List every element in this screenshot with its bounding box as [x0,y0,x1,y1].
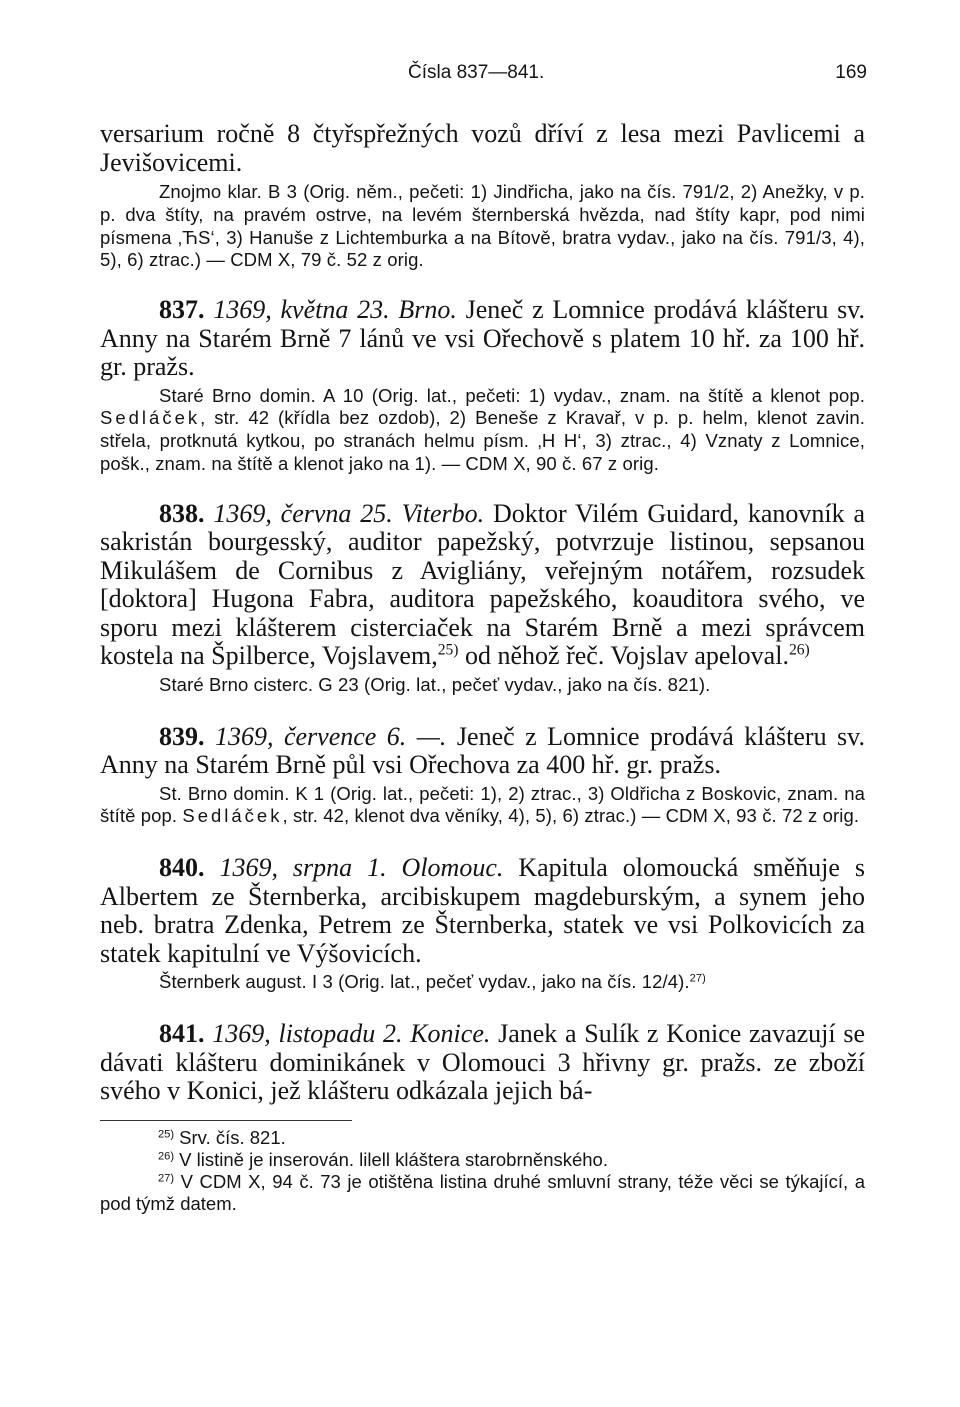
entry-regest: Janek a Sulík z Konice zavazují se dávati klášteru dominikánek v Olomouci 3 hřivny gr. pražs. ze zboží svého v Konici, jež klášteru odkázala jejich bá- [100,1019,866,1106]
continuation-block [100,120,865,272]
note-part: Šternberk august. I 3 (Orig. lat., pečeť vydav., jako na čís. 12/4). [159,971,690,993]
footnote-26 [100,1149,865,1171]
note-part: Staré Brno domin. A 10 (Orig. lat., pečeti: 1) vydav., znam. na štítě a klenot pop. [159,384,865,406]
footnote-mark: 25) [158,1127,175,1140]
entry-date: 1369, srpna 1. Olomouc. [219,853,504,883]
entry-number: 837. [159,295,205,325]
entry-date: 1369, listopadu 2. Konice. [212,1019,491,1049]
entry-date: 1369, července 6. —. [214,721,447,751]
note-author: Sedláček [182,805,283,827]
continuation-text: versarium ročně 8 čtyřspřežných vozů dříví z lesa mezi Pavlicemi a Jevišovicemi. [100,119,865,177]
footnote-ref[interactable]: 27) [689,972,706,985]
entry-number: 841. [159,1019,205,1049]
footnote-mark: 26) [158,1149,175,1162]
continuation-source-note: Znojmo klar. B 3 (Orig. něm., pečeti: 1) Jindřicha, jako na čís. 791/2, 2) Anežky, v p. p. dva štíty, na pravém ostrve, na levém šternberská hvězda, nad štíty kapr, pod nimi písmena ‚ЋS‘, 3) Hanuše z Lichtemburka a na Bítově, bratra vydav., jako na čís. 791/3, 4), 5), 6) ztrac.) — CDM X, 79 č. 52 z orig. [100,181,865,271]
entry-text [100,1020,865,1106]
entry-number: 838. [159,498,205,528]
entry-regest: Doktor Vilém Guidard, kanovník a sakristán bourgesský, auditor papežský, potvrzuje listinou, sepsanou Mikulášem de Cornibus z Avigliány, veřejným notářem, rozsudek [doktora] Hugona Fabra, auditora papežského, koauditora svého, ve sporu mezi klášterem cisterciaček na Starém Brně a mezi správcem kostela na Špilberce, Vojslavem, [100,498,865,671]
footnote-27 [100,1171,865,1215]
entry-source-note [100,783,865,829]
footnote-text: V listině je inserován. lilell kláštera starobrněnského. [174,1148,608,1170]
entry-number: 839. [159,721,205,751]
footnotes [100,1127,865,1215]
note-part: , str. 42, klenot dva věníky, 4), 5), 6) ztrac.) — CDM X, 93 č. 72 z orig. [282,805,860,827]
entry-source-note [100,385,865,476]
entry-838 [100,500,865,697]
footnote-divider [100,1120,352,1121]
entry-text [100,500,865,671]
entry-837 [100,296,865,476]
entry-text [100,723,865,780]
entry-regest: Jeneč z Lomnice prodává klášteru sv. Anny na Starém Brně 7 lánů ve vsi Ořechově s platem 10 hř. za 100 hř. gr. pražs. [100,295,865,382]
entry-regest: Jeneč z Lomnice prodává klášteru sv. Anny na Starém Brně půl vsi Ořechova za 400 hř. gr. pražs. [100,721,865,780]
entry-number: 840. [159,853,205,883]
note-author: Sedláček [100,407,201,429]
footnote-mark: 27) [158,1171,175,1184]
running-head-title: Čísla 837—841. [408,62,545,83]
entry-date: 1369, června 25. Viterbo. [213,498,485,528]
page-number: 169 [835,62,867,83]
entry-date: 1369, května 23. Brno. [213,295,457,325]
entry-regest: od něhož řeč. Vojslav apeloval. [458,641,789,671]
entry-text [100,854,865,968]
footnote-ref[interactable]: 25) [437,642,459,660]
entry-source-note [100,971,865,994]
entry-source-note: Staré Brno cisterc. G 23 (Orig. lat., pečeť vydav., jako na čís. 821). [159,673,711,695]
running-head [100,60,865,96]
note-part: , str. 42 (křídla bez ozdob), 2) Beneše z Kravař, v p. p. helm, klenot zavin. střela, protknutá kytkou, po stranách helmu písm. ‚H H‘, 3) ztrac., 4) Vznaty z Lomnice, pošk., znam. na štítě a klenot jako na 1). — CDM X, 90 č. 67 z orig. [100,407,865,475]
entry-839 [100,723,865,829]
note-part: St. Brno domin. K 1 (Orig. lat., pečeti: 1), 2) ztrac., 3) Oldřicha z Boskovic, znam. na štítě pop. [100,782,865,827]
entry-840 [100,854,865,994]
footnote-25 [100,1127,865,1149]
entry-841 [100,1020,865,1106]
footnote-text: Srv. čís. 821. [174,1126,286,1148]
document-page [100,60,865,1215]
entry-text [100,296,865,382]
footnote-text: V CDM X, 94 č. 73 je otištěna listina druhé smluvní strany, téže věci se týkající, a pod týmž datem. [100,1170,865,1214]
footnote-ref[interactable]: 26) [788,642,810,660]
entry-regest: Kapitula olomoucká směňuje s Albertem ze Šternberka, arcibiskupem magdeburským, a synem jeho neb. bratra Zdenka, Petrem ze Šternberka, statek ve vsi Polkovicích za statek kapitulní ve Výšovicích. [100,853,865,968]
